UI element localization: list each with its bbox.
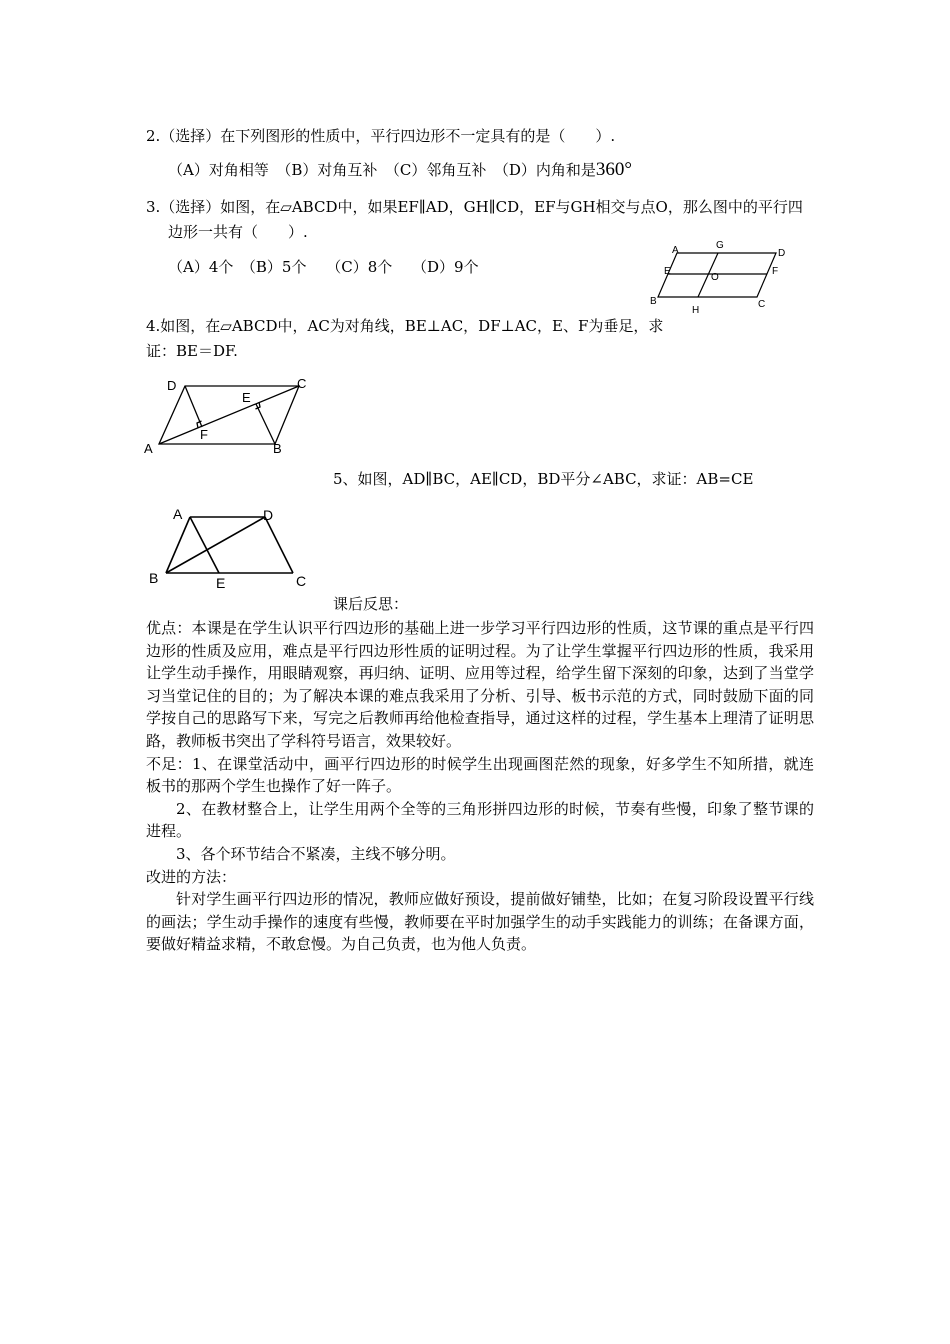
q4-label-d: D <box>167 378 177 393</box>
q5-label-b: B <box>149 570 159 586</box>
q3-stem-line2: 边形一共有（ ）. <box>168 223 308 241</box>
q2-stem: 2.（选择）在下列图形的性质中，平行四边形不一定具有的是（ ）. <box>146 127 616 145</box>
q3-label-a: A <box>672 245 679 256</box>
q2-options-text: （A）对角相等 （B）对角互补 （C）邻角互补 （D）内角和是 <box>168 161 596 179</box>
q3-label-c: C <box>758 299 766 310</box>
reflection-strengths: 优点：本课是在学生认识平行四边形的基础上进一步学习平行四边形的性质，这节课的重点是平行四边形的性质及应用，难点是平行四边形性质的证明过程。为了让学生掌握平行四边形的性质，我采用让学生动手操作，用眼睛观察，再归纳、证明、应用等过程，给学生留下深刻的印象，达到了当堂学习当堂记住的目的；为了解决本课的难点我采用了分析、引导、板书示范的方式，同时鼓励下面的同学按自己的思路写下来，写完之后教师再给他检查指导，通过这样的过程，学生基本上理清了证明思路，教师板书突出了学科符号语言，效果较好。 <box>146 619 814 750</box>
q3-label-o: O <box>711 272 719 283</box>
q5-segment-ab <box>166 517 190 573</box>
reflection-weakness-1: 不足：1、在课堂活动中，画平行四边形的时候学生出现画图茫然的现象，好多学生不知所措，就连板书的那两个学生也操作了好一阵子。 <box>146 754 814 796</box>
q5-label-c: C <box>296 573 307 589</box>
q4-label-b: B <box>273 441 282 456</box>
reflection-weakness-2: 2、在教材整合上，让学生用两个全等的三角形拼四边形的时候，节奏有些慢，印象了整节课的进程。 <box>146 799 814 841</box>
q3-label-b: B <box>650 296 657 307</box>
q3-label-h: H <box>692 305 700 316</box>
q4-label-f: F <box>200 427 208 442</box>
q3-figure <box>644 234 794 316</box>
reflection-body <box>146 617 814 956</box>
q3-label-e: E <box>664 266 671 277</box>
q3-label-d: D <box>778 248 786 259</box>
q3-label-f: F <box>772 266 779 277</box>
q4-figure <box>143 376 311 458</box>
q2-options <box>168 160 632 180</box>
reflection-improve-title: 改进的方法： <box>146 867 237 886</box>
q5-figure <box>143 502 318 594</box>
q5-label-e: E <box>216 575 226 591</box>
q2-degree: 360° <box>595 159 632 180</box>
q4-stem-line1: 4.如图，在▱ABCD中，AC为对角线，BE⊥AC，DF⊥AC，E、F为垂足，求 <box>146 317 664 335</box>
reflection-weakness-3: 3、各个环节结合不紧凑，主线不够分明。 <box>176 844 456 863</box>
q5-stem: 5、如图，AD∥BC，AE∥CD，BD平分∠ABC，求证：AB=CE <box>333 470 754 488</box>
reflection-improve-body: 针对学生画平行四边形的情况，教师应做好预设，提前做好铺垫，比如；在复习阶段设置平行线的画法；学生动手操作的速度有些慢，教师要在平时加强学生的动手实践能力的训练；在备课方面，要做好精益求精，不敢怠慢。为自己负责，也为他人负责。 <box>146 890 814 954</box>
q3-options: （A）4个 （B）5个 （C）8个 （D）9个 <box>168 258 479 276</box>
q3-stem-line1: 3.（选择）如图，在▱ABCD中，如果EF∥AD，GH∥CD，EF与GH相交与点O，那么图中的平行四 <box>146 198 803 216</box>
q3-label-g: G <box>716 240 724 251</box>
q5-label-d: D <box>263 507 274 523</box>
q4-label-e: E <box>242 390 251 405</box>
q5-label-a: A <box>173 506 183 522</box>
q4-label-a: A <box>144 441 153 456</box>
reflection-title: 课后反思： <box>333 595 409 613</box>
q4-label-c: C <box>297 376 307 391</box>
q5-segment-dc <box>265 517 293 573</box>
q4-stem-line2: 证：BE＝DF. <box>146 342 238 360</box>
